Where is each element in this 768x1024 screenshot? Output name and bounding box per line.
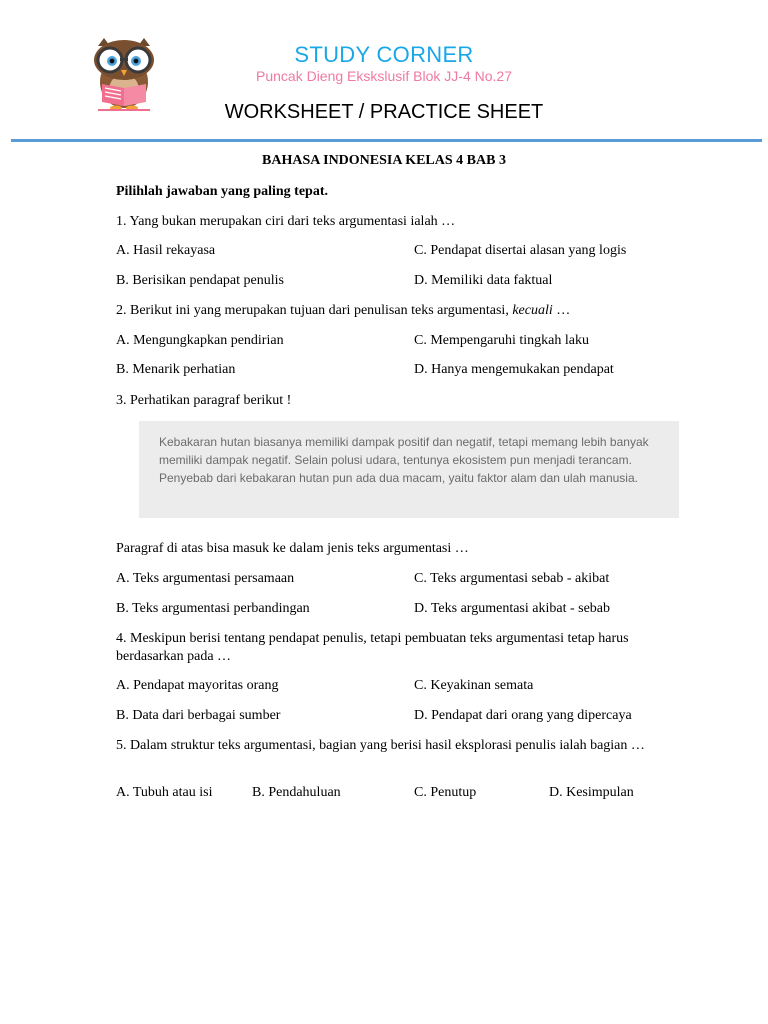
question-5: 5. Dalam struktur teks argumentasi, bagian yang berisi hasil eksplorasi penulis ialah bagian … <box>116 738 645 753</box>
worksheet-title: WORKSHEET / PRACTICE SHEET <box>224 101 544 123</box>
subject-heading: BAHASA INDONESIA KELAS 4 BAB 3 <box>262 153 506 168</box>
question-2-text: 2. Berikut ini yang merupakan tujuan dari penulisan teks argumentasi, <box>116 303 513 318</box>
question-2 <box>116 302 570 320</box>
header-divider <box>11 139 762 142</box>
q4-option-c: C. Keyakinan semata <box>414 678 534 693</box>
q2-option-a: A. Mengungkapkan pendirian <box>116 333 284 348</box>
instruction-text: Pilihlah jawaban yang paling tepat. <box>116 184 328 199</box>
q4-option-a: A. Pendapat mayoritas orang <box>116 678 279 693</box>
passage-box <box>139 421 679 518</box>
q5-option-b: B. Pendahuluan <box>252 785 341 800</box>
q1-option-a: A. Hasil rekayasa <box>116 243 216 258</box>
q3-option-d: D. Teks argumentasi akibat - sebab <box>414 601 611 616</box>
question-1: 1. Yang bukan merupakan ciri dari teks argumentasi ialah … <box>116 214 456 229</box>
question-3-follow-up: Paragraf di atas bisa masuk ke dalam jenis teks argumentasi … <box>116 541 469 556</box>
brand-address: Puncak Dieng Ekskslusif Blok JJ-4 No.27 <box>256 68 512 84</box>
question-4: 4. Meskipun berisi tentang pendapat penulis, tetapi pembuatan teks argumentasi tetap harus berdasarkan pada … <box>116 631 629 664</box>
q2-option-b: B. Menarik perhatian <box>116 362 236 377</box>
q4-option-d: D. Pendapat dari orang yang dipercaya <box>414 708 632 723</box>
q2-option-d: D. Hanya mengemukakan pendapat <box>414 362 614 377</box>
q2-option-c: C. Mempengaruhi tingkah laku <box>414 333 589 348</box>
q5-option-a: A. Tubuh atau isi <box>116 785 213 800</box>
passage-text: Kebakaran hutan biasanya memiliki dampak positif dan negatif, tetapi memang lebih banyak memiliki dampak negatif. Selain polusi udara, tentunya ekosistem pun menjadi terancam. Penyebab dari kebakaran hutan pun ada dua macam, yaitu faktor alam dan ulah manusia. <box>159 435 649 485</box>
brand-name: STUDY CORNER <box>294 42 474 67</box>
question-2-ellipsis: … <box>552 303 571 318</box>
q3-option-b: B. Teks argumentasi perbandingan <box>116 601 310 616</box>
q5-option-c: C. Penutup <box>414 785 477 800</box>
q1-option-d: D. Memiliki data faktual <box>414 273 553 288</box>
q1-option-b: B. Berisikan pendapat penulis <box>116 273 284 288</box>
q1-option-c: C. Pendapat disertai alasan yang logis <box>414 243 627 258</box>
q4-option-b: B. Data dari berbagai sumber <box>116 708 281 723</box>
q3-option-c: C. Teks argumentasi sebab - akibat <box>414 571 610 586</box>
q5-option-d: D. Kesimpulan <box>549 785 634 800</box>
question-3: 3. Perhatikan paragraf berikut ! <box>116 393 292 408</box>
q3-option-a: A. Teks argumentasi persamaan <box>116 571 295 586</box>
question-2-emphasis: kecuali <box>512 303 553 318</box>
